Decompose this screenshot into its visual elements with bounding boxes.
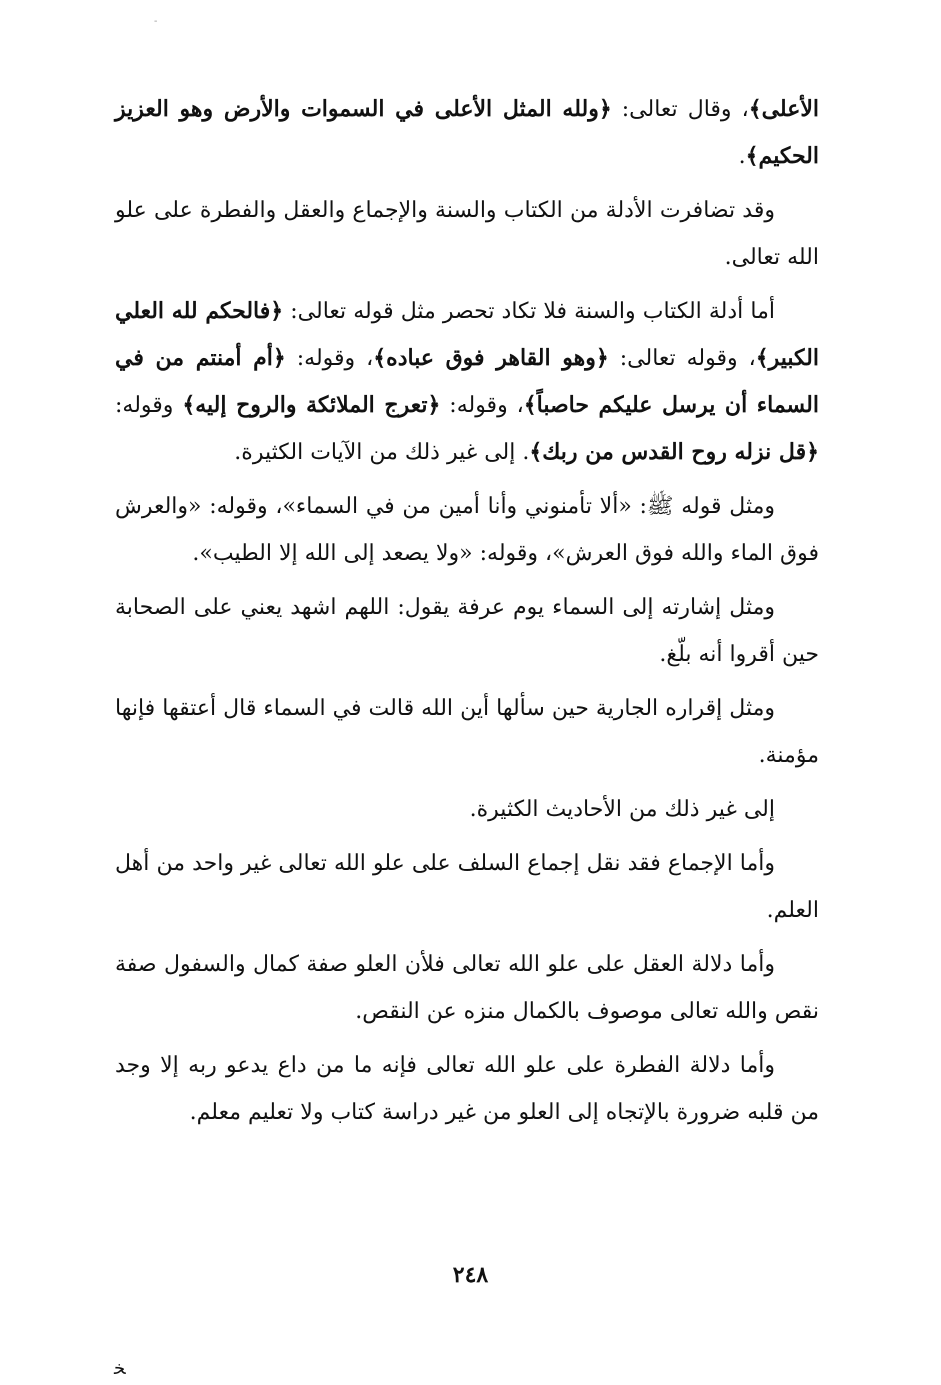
paragraph <box>115 941 819 1035</box>
paragraph-text: ومثل إشارته إلى السماء يوم عرفة يقول: اللهم اشهد يعني على الصحابة حين أقروا أنه بلّغ. <box>115 595 819 667</box>
paragraph <box>115 187 819 281</box>
paragraph <box>115 1042 819 1136</box>
paragraph-text: ، وقوله تعالى: <box>608 346 756 371</box>
page-number: ٢٤٨ <box>452 1262 489 1288</box>
quran-quote: ﴿تعرج الملائكة والروح إليه﴾ <box>182 392 441 418</box>
paragraph-text: وقد تضافرت الأدلة من الكتاب والسنة والإجماع والعقل والفطرة على علو الله تعالى. <box>115 198 819 270</box>
paragraph-text: وقوله: <box>115 393 183 418</box>
paragraph-text: . إلى غير ذلك من الآيات الكثيرة. <box>234 440 530 465</box>
paragraph-text: ، وقوله: <box>440 393 524 418</box>
paragraph <box>115 786 819 833</box>
paragraph <box>115 584 819 678</box>
paragraph-text: وأما دلالة العقل على علو الله تعالى فلأن العلو صفة كمال والسفول صفة نقص والله تعالى موصوف بالكمال منزه عن النقص. <box>115 952 819 1024</box>
paragraph-text: أما أدلة الكتاب والسنة فلا تكاد تحصر مثل قوله تعالى: <box>283 299 775 324</box>
quran-quote: ﴿قل نزله روح القدس من ربك﴾ <box>529 439 819 465</box>
paragraph-text: ومثل إقراره الجارية حين سألها أين الله قالت في السماء قال أعتقها فإنها مؤمنة. <box>115 696 819 768</box>
quran-quote: ﴿فالحكم لله العلي الكبير﴾ <box>115 298 819 371</box>
corner-mark: ﺨ <box>114 1358 126 1379</box>
paragraph-text: وأما دلالة الفطرة على علو الله تعالى فإنه ما من داع يدعو ربه إلا وجد من قلبه ضرورة بالإتجاه إلى العلو من غير دراسة كتاب ولا تعليم معلم. <box>115 1053 819 1125</box>
paragraph-text: إلى غير ذلك من الأحاديث الكثيرة. <box>469 797 775 822</box>
quran-quote: الأعلى﴾ <box>748 96 819 122</box>
paragraph <box>115 288 819 476</box>
quran-quote: ﴿وهو القاهر فوق عباده﴾ <box>373 345 609 371</box>
paragraph <box>115 840 819 934</box>
top-speck: - <box>154 16 158 27</box>
quran-quote: ﴿ولله المثل الأعلى في السموات والأرض وهو العزيز الحكيم﴾ <box>115 96 819 169</box>
paragraph-text: وأما الإجماع فقد نقل إجماع السلف على علو الله تعالى غير واحد من أهل العلم. <box>115 851 819 923</box>
paragraph <box>115 483 819 577</box>
body-text <box>115 86 819 1143</box>
paragraph-text: ، وقال تعالى: <box>611 97 749 122</box>
paragraph <box>115 685 819 779</box>
paragraph-text: . <box>738 144 746 169</box>
paragraph <box>115 86 819 180</box>
paragraph-text: ، وقوله: <box>285 346 374 371</box>
quran-quote: ﴿أم أمنتم من في السماء أن يرسل عليكم حاصباً﴾ <box>115 345 819 418</box>
paragraph-text: ومثل قوله ﷺ: «ألا تأمنوني وأنا أمين من في السماء»، وقوله: «والعرش فوق الماء والله فوق العرش»، وقوله: «ولا يصعد إلى الله إلا الطيب». <box>115 494 819 566</box>
